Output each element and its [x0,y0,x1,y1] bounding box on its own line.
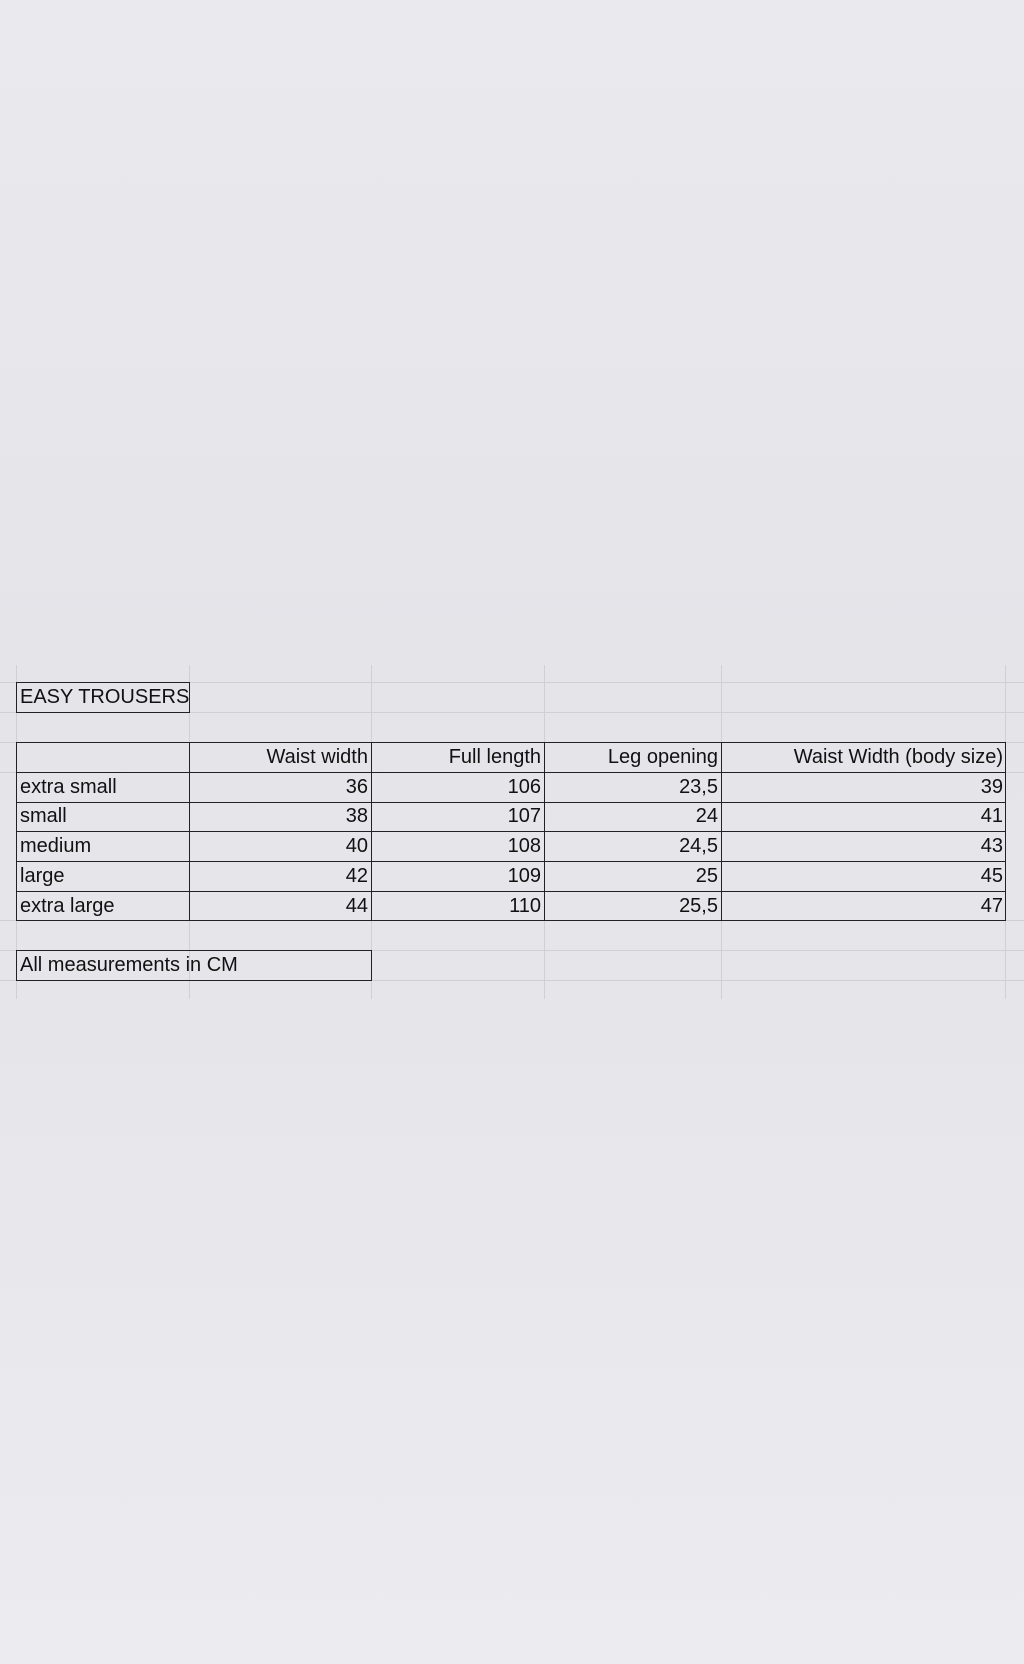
waist-width-value: 44 [345,895,368,917]
leg-opening-value: 25,5 [679,895,718,917]
full-length-value: 106 [507,776,541,798]
header-leg-opening: Leg opening [607,746,718,768]
leg-opening-value: 23,5 [679,776,718,798]
full-length-value: 110 [509,895,541,917]
header-waist-width: Waist width [266,746,368,768]
leg-opening-value: 24,5 [679,835,718,857]
header-full-length: Full length [448,746,541,768]
waist-width-value: 38 [345,805,368,827]
leg-opening-value: 25 [695,865,718,887]
sheet-title: EASY TROUSERS [20,686,189,708]
full-length-value: 108 [507,835,541,857]
waist-width-value: 42 [345,865,368,887]
waist-body-value: 41 [980,805,1003,827]
size-label: extra large [20,895,115,917]
measurement-note: All measurements in CM [20,954,238,976]
spreadsheet [0,665,1024,999]
header-waist-body-size: Waist Width (body size) [793,746,1003,768]
waist-body-value: 39 [980,776,1003,798]
full-length-value: 107 [507,805,541,827]
full-length-value: 109 [507,865,541,887]
waist-body-value: 43 [980,835,1003,857]
leg-opening-value: 24 [695,805,718,827]
waist-width-value: 40 [345,835,368,857]
size-label: small [20,805,67,827]
waist-body-value: 47 [980,895,1003,917]
size-label: extra small [20,776,117,798]
size-label: medium [20,835,92,857]
waist-width-value: 36 [345,776,368,798]
size-label: large [20,865,65,887]
waist-body-value: 45 [980,865,1003,887]
